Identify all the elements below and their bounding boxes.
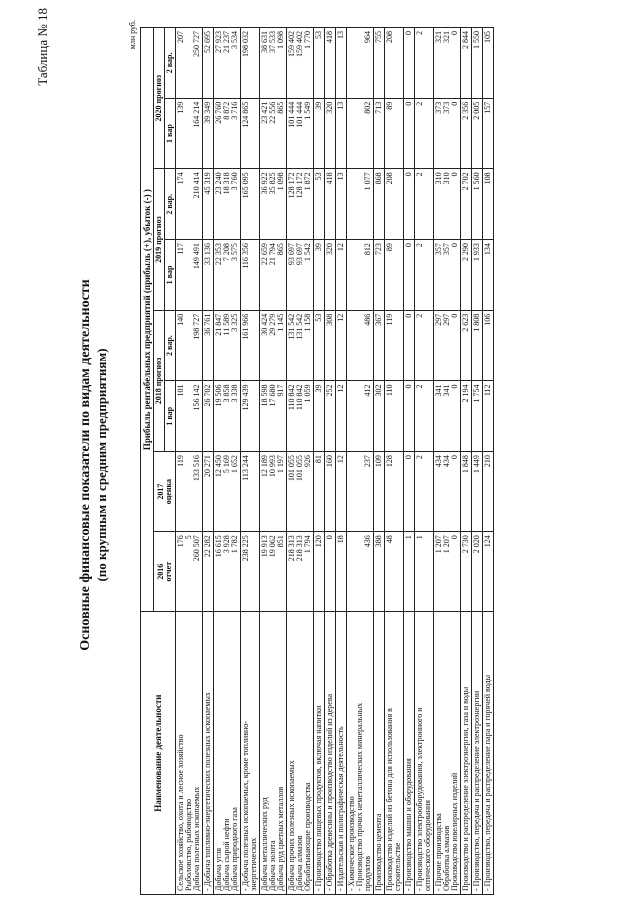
- row-value: 723: [374, 240, 385, 311]
- row-value: 161 966: [241, 310, 260, 381]
- row-value: 159 402 159 402 1 770: [287, 28, 314, 99]
- row-activity-name: - Химическое производство - Производство прочих неметаллических минеральных продуктов: [347, 612, 374, 895]
- row-value: 2: [415, 28, 434, 99]
- row-value: 18 598 17 680 917: [260, 381, 287, 452]
- row-value: 33 136: [203, 240, 214, 311]
- row-value: 13: [336, 98, 347, 169]
- row-activity-name: - Производство пищевых продуктов, включая напитки: [314, 612, 325, 895]
- row-value: 373 373 0: [434, 98, 461, 169]
- row-value: 18: [336, 532, 347, 612]
- row-value: 134: [483, 240, 494, 311]
- row-value: 302: [374, 381, 385, 452]
- table-row: [176, 28, 203, 895]
- row-value: 2 005: [472, 98, 483, 169]
- table-row: [287, 28, 314, 895]
- table-row: [314, 28, 325, 895]
- title-line-1: Основные финансовые показатели по видам деятельности: [78, 279, 93, 651]
- row-value: 106: [483, 310, 494, 381]
- row-value: 45 319: [203, 169, 214, 240]
- row-activity-name: - Добыча полезных ископаемых, кроме топливно- энергетических: [241, 612, 260, 895]
- row-value: 39 349: [203, 98, 214, 169]
- row-value: 812: [347, 240, 374, 311]
- row-value: 39: [314, 381, 325, 452]
- title-line-2: (по крупным и средним предприятиям): [94, 348, 109, 582]
- row-value: 238 225: [241, 532, 260, 612]
- row-value: 434 434 0: [434, 452, 461, 532]
- row-value: 210: [483, 452, 494, 532]
- row-value: 13: [336, 169, 347, 240]
- row-value: 12 450 5 169 1 652: [214, 452, 241, 532]
- header-2018: 2018 прогноз: [154, 310, 165, 451]
- table-row: [385, 28, 404, 895]
- row-activity-name: - Добыча топливно-энергетических полезных ископаемых: [203, 612, 214, 895]
- header-2016-year: 2016: [155, 563, 165, 580]
- row-value: 2: [415, 452, 434, 532]
- table-row: [214, 28, 241, 895]
- row-value: 110 842 110 842 1 059: [287, 381, 314, 452]
- row-value: 52 695: [203, 28, 214, 99]
- row-value: 0: [404, 28, 415, 99]
- table-row: [434, 28, 461, 895]
- header-2018-var1: 1 вар: [165, 381, 176, 452]
- row-value: 0: [404, 240, 415, 311]
- row-value: 108: [483, 169, 494, 240]
- table-row: [404, 28, 415, 895]
- row-value: 198 032: [241, 28, 260, 99]
- row-value: 13: [336, 28, 347, 99]
- row-value: 1 560: [472, 169, 483, 240]
- header-2020: 2020 прогноз: [154, 28, 165, 169]
- row-value: 0: [404, 452, 415, 532]
- row-value: 110: [385, 381, 404, 452]
- row-value: 357 357 0: [434, 240, 461, 311]
- table-row: [260, 28, 287, 895]
- row-value: 116 356: [241, 240, 260, 311]
- row-value: 20 271: [203, 452, 214, 532]
- financial-table: [140, 27, 494, 895]
- row-value: 2 623: [461, 310, 472, 381]
- row-value: 30 424 29 279 1 145: [260, 310, 287, 381]
- row-value: 21 847 11 589 3 325: [214, 310, 241, 381]
- row-value: 2: [415, 310, 434, 381]
- row-value: 176 5 260 507: [176, 532, 203, 612]
- row-value: 109: [374, 452, 385, 532]
- header-2020-var2: 2 вар.: [165, 28, 176, 99]
- row-value: 89: [385, 98, 404, 169]
- row-value: 2 020: [472, 532, 483, 612]
- row-value: 418: [325, 28, 336, 99]
- row-value: 128 172 128 172 1 872: [287, 169, 314, 240]
- row-value: 36 922 35 825 1 098: [260, 169, 287, 240]
- header-2017-sub: оценка: [163, 479, 173, 505]
- row-value: 12: [336, 310, 347, 381]
- row-value: 39: [314, 98, 325, 169]
- row-value: 140 198 727: [176, 310, 203, 381]
- row-value: 755: [374, 28, 385, 99]
- header-2017: [154, 452, 176, 532]
- row-activity-name: Производство изделий из бетона для использования в строительстве: [385, 612, 404, 895]
- table-number: Таблица № 18: [35, 8, 50, 86]
- row-value: 2 194: [461, 381, 472, 452]
- header-2016: [154, 532, 176, 612]
- row-value: 2 290: [461, 240, 472, 311]
- row-value: 252: [325, 381, 336, 452]
- header-2020-var1: 1 вар: [165, 98, 176, 169]
- row-value: 128: [385, 452, 404, 532]
- row-value: 53: [314, 28, 325, 99]
- header-2018-var2: 2 вар.: [165, 310, 176, 381]
- row-value: 388: [374, 532, 385, 612]
- table-body: [176, 28, 494, 895]
- table-row: [374, 28, 385, 895]
- header-2017-year: 2017: [155, 483, 165, 500]
- row-activity-name: Добыча металлических руд Добыча золота Добыча руд цветных металлов: [260, 612, 287, 895]
- table-row: [203, 28, 214, 895]
- row-value: 53: [314, 169, 325, 240]
- row-value: 119: [385, 310, 404, 381]
- row-value: 308: [325, 310, 336, 381]
- row-value: 0: [325, 532, 336, 612]
- row-value: 1 077: [347, 169, 374, 240]
- row-activity-name: - Обработка древесины и производство изделий из дерева: [325, 612, 336, 895]
- row-value: 23 240 18 318 3 760: [214, 169, 241, 240]
- row-value: 208: [385, 169, 404, 240]
- row-value: 129 439: [241, 381, 260, 452]
- table-row: [461, 28, 472, 895]
- table-row: [415, 28, 434, 895]
- row-value: 22 353 7 208 3 575: [214, 240, 241, 311]
- row-value: 2: [415, 240, 434, 311]
- row-value: 101 156 142: [176, 381, 203, 452]
- row-value: 320: [325, 240, 336, 311]
- table-row: [336, 28, 347, 895]
- row-value: 12: [336, 452, 347, 532]
- row-value: 2: [415, 381, 434, 452]
- row-value: 1 848: [461, 452, 472, 532]
- row-value: 12: [336, 240, 347, 311]
- row-value: 165 095: [241, 169, 260, 240]
- row-value: 486: [347, 310, 374, 381]
- row-value: 22 659 21 794 865: [260, 240, 287, 311]
- row-value: 174 210 414: [176, 169, 203, 240]
- table-row: [241, 28, 260, 895]
- row-value: 101 444 101 444 1 549: [287, 98, 314, 169]
- header-2019-var1: 1 вар: [165, 240, 176, 311]
- row-value: 321 321 0: [434, 28, 461, 99]
- row-value: 22 282: [203, 532, 214, 612]
- row-value: 1 754: [472, 381, 483, 452]
- header-2016-sub: отчет: [163, 561, 173, 582]
- row-value: 53: [314, 310, 325, 381]
- row-activity-name: Добыча угля Добыча сырой нефти Добыча природного газа: [214, 612, 241, 895]
- page-title: [78, 35, 110, 895]
- header-2019: 2019 прогноз: [154, 169, 165, 310]
- table-row: [472, 28, 483, 895]
- row-value: 1: [415, 532, 434, 612]
- row-value: 89: [385, 240, 404, 311]
- row-value: 412: [347, 381, 374, 452]
- row-value: 27 923 21 237 3 534: [214, 28, 241, 99]
- row-value: 310 310 0: [434, 169, 461, 240]
- row-value: 1 808: [472, 310, 483, 381]
- row-value: 0: [404, 381, 415, 452]
- row-activity-name: - Производство электрооборудования, электронного и оптического оборудования: [415, 612, 434, 895]
- row-value: 2 356: [461, 98, 472, 169]
- row-value: 26 702: [203, 381, 214, 452]
- row-value: 1: [404, 532, 415, 612]
- row-value: 2 844: [461, 28, 472, 99]
- header-2019-var2: 2 вар.: [165, 169, 176, 240]
- row-value: 112: [483, 381, 494, 452]
- row-value: 802: [347, 98, 374, 169]
- row-value: 19 913 19 062 851: [260, 532, 287, 612]
- row-value: 160: [325, 452, 336, 532]
- row-value: 436: [347, 532, 374, 612]
- row-value: 2 702: [461, 169, 472, 240]
- row-value: 139 164 214: [176, 98, 203, 169]
- row-activity-name: - Производство машин и оборудования: [404, 612, 415, 895]
- row-value: 0: [404, 98, 415, 169]
- row-value: 36 761: [203, 310, 214, 381]
- table-row: [347, 28, 374, 895]
- row-value: 207 250 727: [176, 28, 203, 99]
- row-value: 237: [347, 452, 374, 532]
- row-value: 208: [385, 28, 404, 99]
- header-activity: Наименование деятельности: [141, 612, 176, 895]
- row-value: 93 697 93 697 1 542: [287, 240, 314, 311]
- row-value: 124 865: [241, 98, 260, 169]
- row-value: 341 341 0: [434, 381, 461, 452]
- row-activity-name: - Производство, передача и распределение пара и горячей воды: [483, 612, 494, 895]
- row-activity-name: Сельское хозяйство, охота и лесное хозяйство Рыболовство, рыбоводство Добыча полезных ископаемых: [176, 612, 203, 895]
- row-value: 38 631 37 533 1 098: [260, 28, 287, 99]
- row-value: 713: [374, 98, 385, 169]
- row-value: 2: [415, 169, 434, 240]
- row-value: 12 189 10 993 1 197: [260, 452, 287, 532]
- row-value: 101 055 101 055 926: [287, 452, 314, 532]
- row-value: 297 297 0: [434, 310, 461, 381]
- row-value: 1 550: [472, 28, 483, 99]
- row-value: 105: [483, 28, 494, 99]
- row-value: 19 506 3 858 3 338: [214, 381, 241, 452]
- row-value: 39: [314, 240, 325, 311]
- row-value: 26 760 8 872 3 716: [214, 98, 241, 169]
- row-activity-name: - Прочие производства Обработка алмазов Производство ювелирных изделий: [434, 612, 461, 895]
- header-profit-group: Прибыль рентабельных предприятий (прибыль (+), убыток (-) ): [141, 28, 154, 612]
- row-value: 157: [483, 98, 494, 169]
- row-value: 120: [314, 532, 325, 612]
- row-value: 418: [325, 169, 336, 240]
- row-value: 113 244: [241, 452, 260, 532]
- row-value: 23 421 22 556 865: [260, 98, 287, 169]
- row-value: 81: [314, 452, 325, 532]
- row-value: 0: [404, 169, 415, 240]
- row-activity-name: Производство и распределение электроэнергии, газа и воды: [461, 612, 472, 895]
- row-value: 0: [404, 310, 415, 381]
- row-value: 2 730: [461, 532, 472, 612]
- row-value: 868: [374, 169, 385, 240]
- row-value: 320: [325, 98, 336, 169]
- units-label: млн руб.: [128, 20, 137, 50]
- row-value: 124: [483, 532, 494, 612]
- row-value: 1 933: [472, 240, 483, 311]
- table-row: [325, 28, 336, 895]
- table-row: [483, 28, 494, 895]
- row-value: 367: [374, 310, 385, 381]
- row-value: 119 133 516: [176, 452, 203, 532]
- row-value: 964: [347, 28, 374, 99]
- row-value: 1 207 1 207 0: [434, 532, 461, 612]
- row-activity-name: - Издательская и полиграфическая деятельность: [336, 612, 347, 895]
- row-activity-name: Добыча прочих полезных ископаемых Добыча алмазов Обрабатывающие производства: [287, 612, 314, 895]
- row-activity-name: Производство цемента: [374, 612, 385, 895]
- row-value: 1 449: [472, 452, 483, 532]
- row-value: 2: [415, 98, 434, 169]
- row-value: 16 615 3 928 1 782: [214, 532, 241, 612]
- row-value: 218 313 218 313 1 794: [287, 532, 314, 612]
- row-value: 131 542 131 542 1 158: [287, 310, 314, 381]
- row-value: 48: [385, 532, 404, 612]
- row-value: 12: [336, 381, 347, 452]
- row-value: 117 149 491: [176, 240, 203, 311]
- row-activity-name: - Производство, передача и распределение электроэнергии: [472, 612, 483, 895]
